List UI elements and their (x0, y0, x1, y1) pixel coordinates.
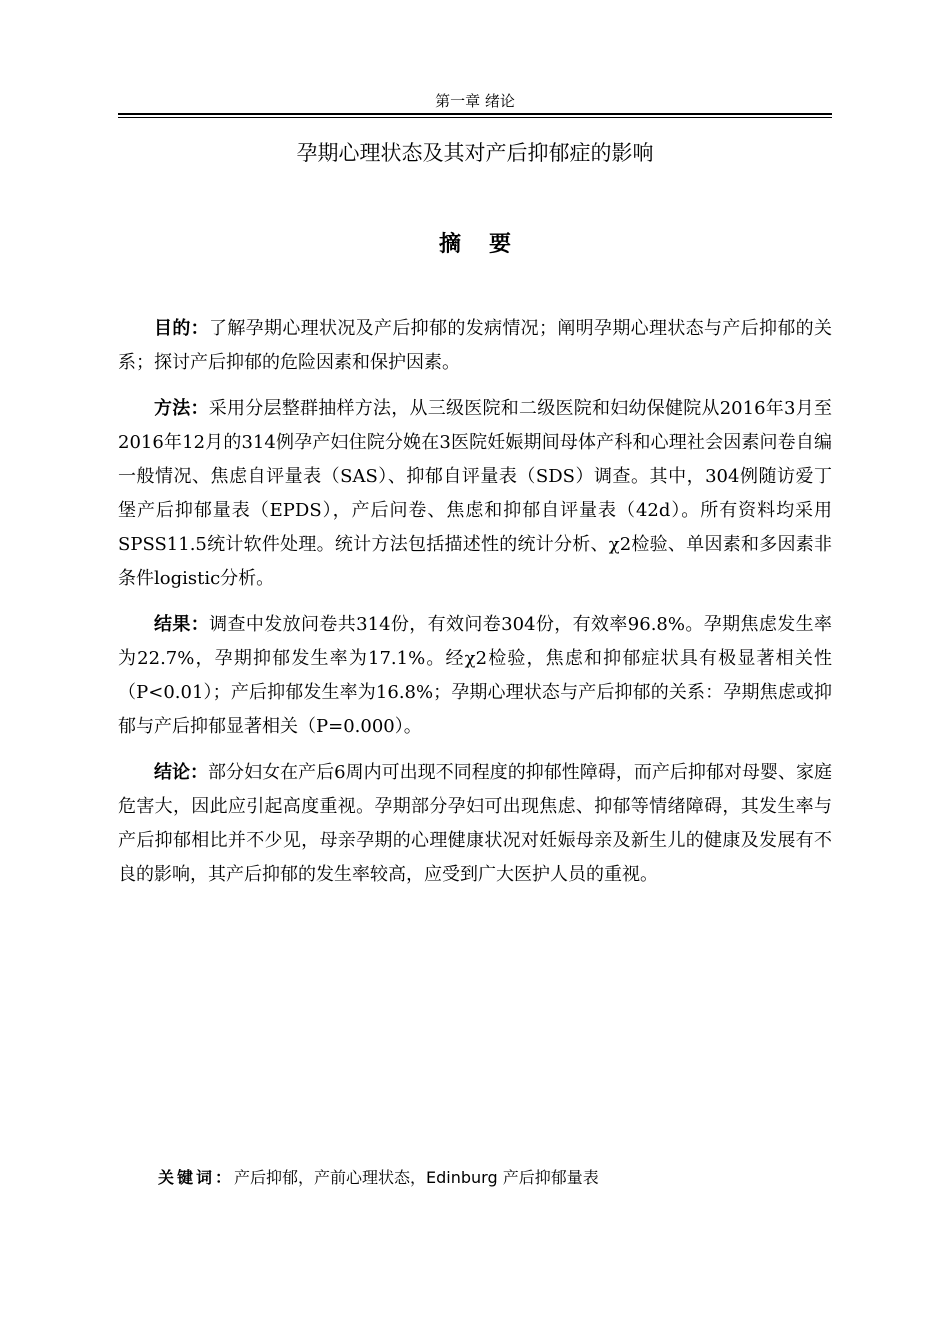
header-rule (118, 113, 832, 115)
results-label: 结果： (154, 614, 210, 635)
purpose-label: 目的： (154, 318, 209, 339)
abstract-heading: 摘要 (438, 231, 539, 257)
abstract-results (118, 608, 832, 744)
results-text: 调查中发放问卷共314份，有效问卷304份，有效率96.8%。孕期焦虑发生率为22.7%，孕期抑郁发生率为17.1%。经χ2检验，焦虑和抑郁症状具有极显著相关性（P<0.01）；产后抑郁发生率为16.8%；孕期心理状态与产后抑郁的关系：孕期焦虑或抑郁与产后抑郁显著相关（P=0.000）。 (118, 614, 832, 737)
abstract-methods (118, 392, 832, 596)
methods-label: 方法： (154, 398, 209, 419)
methods-text: 采用分层整群抽样方法，从三级医院和二级医院和妇幼保健院从2016年3月至2016年12月的314例孕产妇住院分娩在3医院妊娠期间母体产科和心理社会因素问卷自编一般情况、焦虑自评量表（SAS）、抑郁自评量表（SDS）调查。其中，304例随访爱丁堡产后抑郁量表（EPDS），产后问卷、焦虑和抑郁自评量表（42d）。所有资料均采用SPSS11.5统计软件处理。统计方法包括描述性的统计分析、χ2检验、单因素和多因素非条件logistic分析。 (118, 398, 832, 589)
abstract-conclusion (118, 756, 832, 892)
header-rule-thin (118, 117, 832, 118)
paper-title: 孕期心理状态及其对产后抑郁症的影响 (296, 141, 654, 165)
conclusion-text: 部分妇女在产后6周内可出现不同程度的抑郁性障碍，而产后抑郁对母婴、家庭危害大，因此应引起高度重视。孕期部分孕妇可出现焦虑、抑郁等情绪障碍，其发生率与产后抑郁相比并不少见，母亲孕期的心理健康状况对妊娠母亲及新生儿的健康及发展有不良的影响，其产后抑郁的发生率较高，应受到广大医护人员的重视。 (118, 762, 832, 885)
abstract-body (118, 312, 832, 904)
keywords (158, 1164, 832, 1192)
abstract-purpose (118, 312, 832, 380)
purpose-text: 了解孕期心理状况及产后抑郁的发病情况；阐明孕期心理状态与产后抑郁的关系；探讨产后抑郁的危险因素和保护因素。 (118, 318, 832, 373)
keywords-label: 关键词： (158, 1168, 235, 1187)
running-header: 第一章 绪论 (435, 92, 515, 110)
conclusion-label: 结论： (154, 762, 209, 783)
keywords-text: 产后抑郁，产前心理状态，Edinburg 产后抑郁量表 (234, 1168, 599, 1187)
